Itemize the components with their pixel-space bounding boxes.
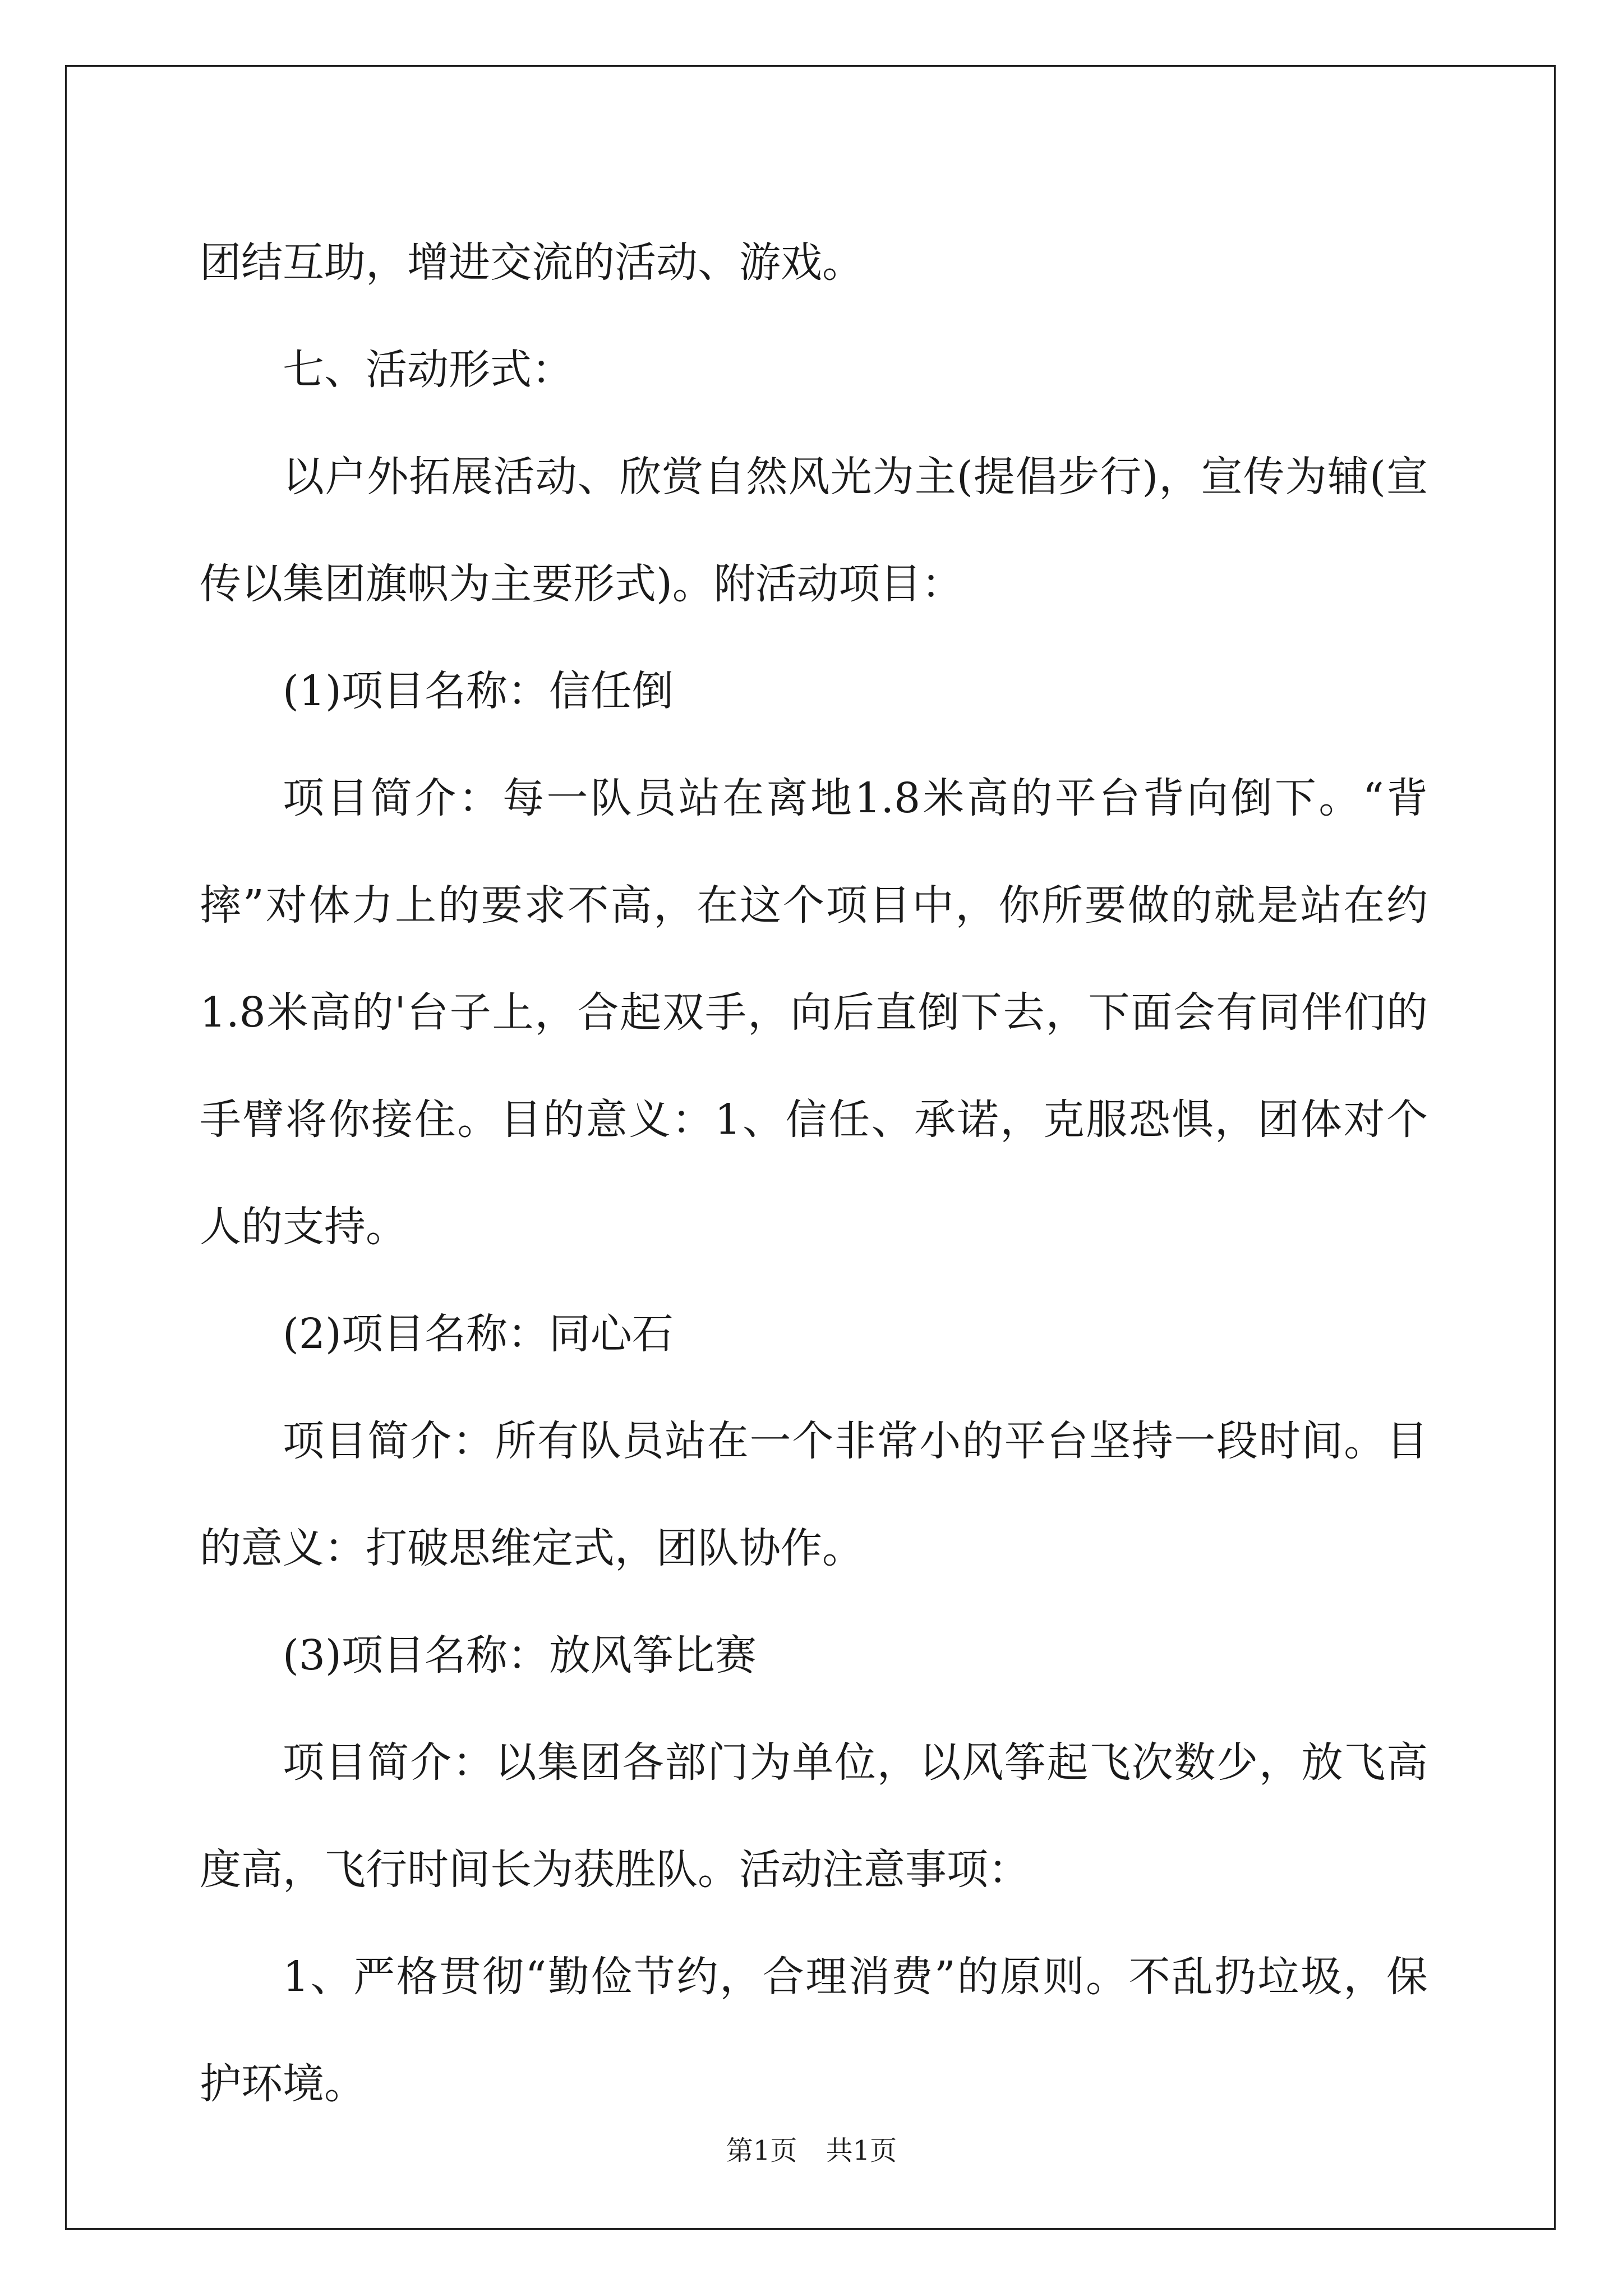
paragraph: 团结互助，增进交流的活动、游戏。 bbox=[200, 238, 864, 287]
paragraph: 项目简介：以集团各部门为单位，以风筝起飞次数少，放飞高度高，飞行时间长为获胜队。活动注意事项： bbox=[200, 1738, 1428, 1894]
document-body bbox=[200, 209, 1428, 2138]
section-heading-activity-form: 七、活动形式： bbox=[283, 346, 573, 394]
project-title-3: (3)项目名称：放风筝比赛 bbox=[283, 1631, 757, 1680]
paragraph: 1、严格贯彻“勤俭节约，合理消费”的原则。不乱扔垃圾，保护环境。 bbox=[200, 1953, 1428, 2108]
paragraph: 以户外拓展活动、欣赏自然风光为主(提倡步行)，宣传为辅(宣传以集团旗帜为主要形式)。附活动项目： bbox=[200, 453, 1428, 608]
page-number-total: 共1页 bbox=[826, 2135, 897, 2166]
paragraph: 项目简介：每一队员站在离地1.8米高的平台背向倒下。“背摔”对体力上的要求不高，在这个项目中，你所要做的就是站在约1.8米高的'台子上，合起双手，向后直倒下去，下面会有同伴们的手臂将你接住。目的意义：1、信任、承诺，克服恐惧，团体对个人的支持。 bbox=[200, 774, 1428, 1251]
paragraph: 项目简介：所有队员站在一个非常小的平台坚持一段时间。目的意义：打破思维定式，团队协作。 bbox=[200, 1417, 1428, 1572]
page-footer bbox=[0, 2129, 1623, 2168]
project-title-1: (1)项目名称：信任倒 bbox=[283, 667, 674, 715]
project-title-2: (2)项目名称：同心石 bbox=[283, 1310, 674, 1358]
page-number-current: 第1页 bbox=[726, 2135, 797, 2166]
